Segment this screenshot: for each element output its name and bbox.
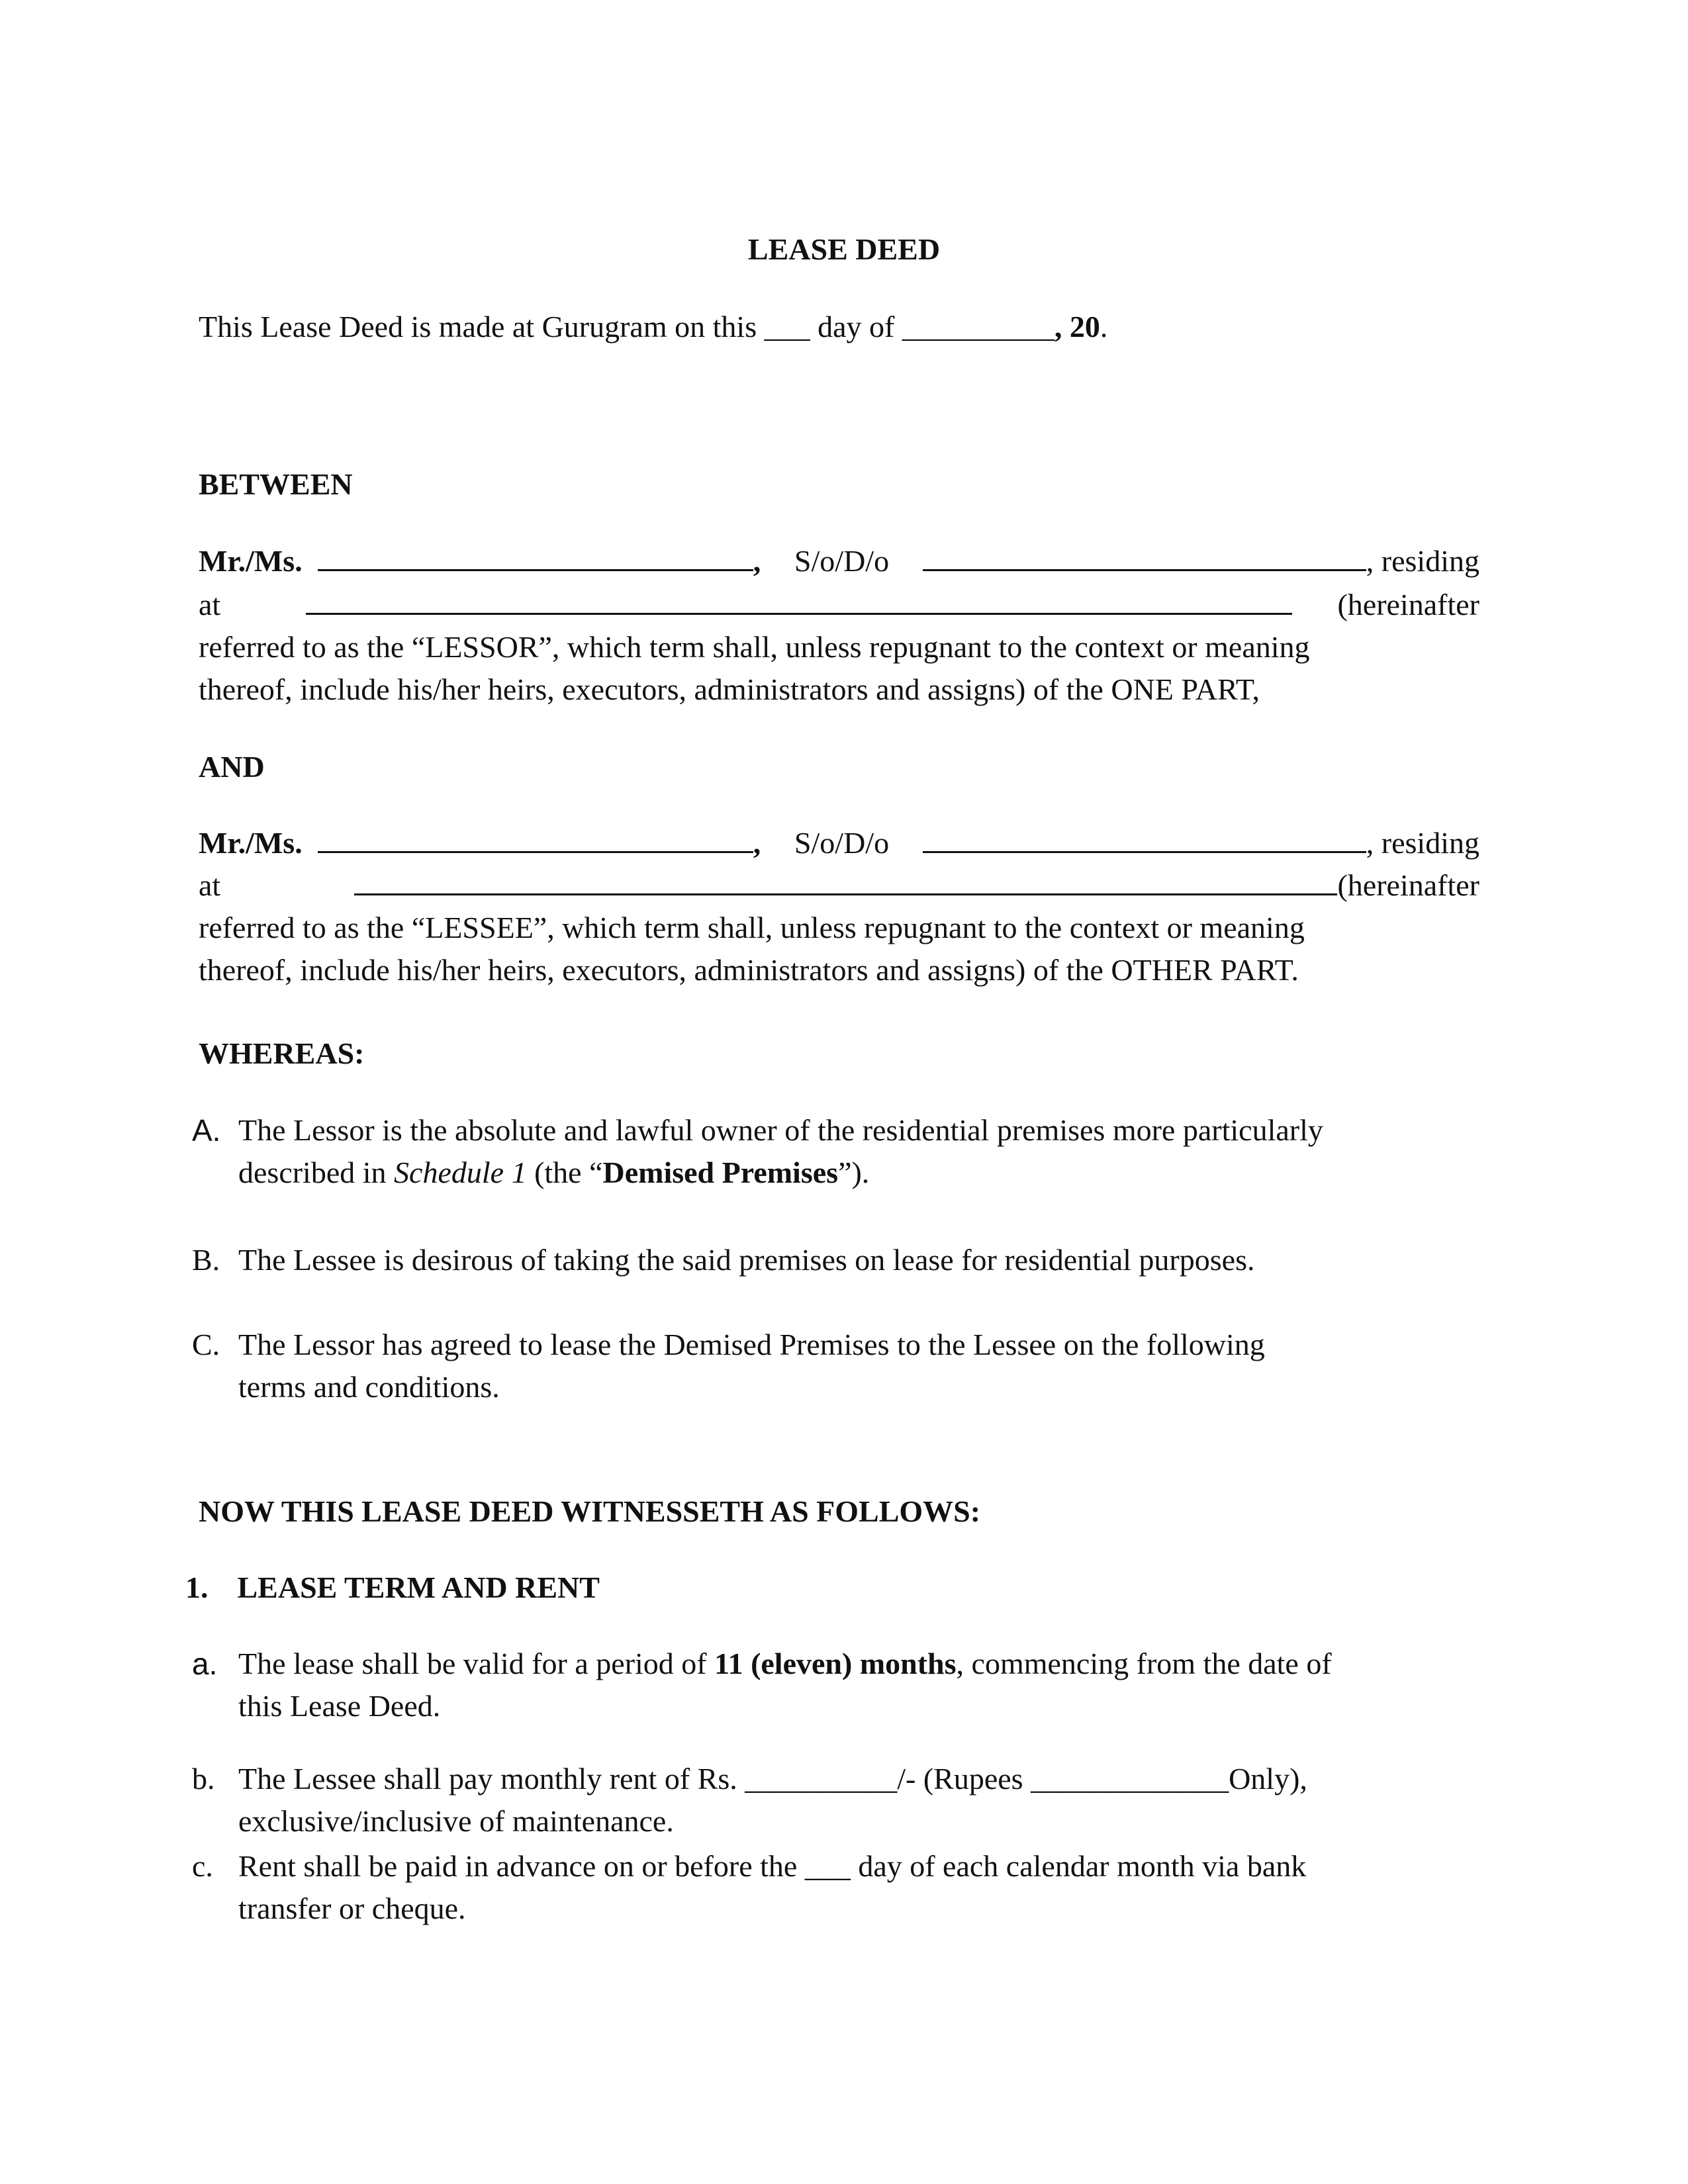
clause-1b-line-1 xyxy=(238,1758,1479,1800)
recital-a-text-mid: (the “ xyxy=(526,1156,603,1189)
recital-b-text: The Lessee is desirous of taking the said premises on lease for residential purposes. xyxy=(238,1243,1255,1277)
lessee-at: at xyxy=(199,868,221,902)
lessee-line-3: referred to as the “LESSEE”, which term shall, unless repugnant to the context or meaning xyxy=(199,911,1305,944)
lease-period: 11 (eleven) months xyxy=(714,1647,957,1680)
lessee-parent-blank xyxy=(923,822,1366,853)
recital-c-label: C. xyxy=(192,1328,220,1361)
lessee-residing: , residing xyxy=(1366,826,1479,860)
clause-1c-line-1 xyxy=(238,1845,1479,1888)
demised-premises-term: Demised Premises xyxy=(602,1156,839,1189)
clause-1c-line-2: transfer or cheque. xyxy=(238,1891,466,1925)
recital-a-text-end: ”). xyxy=(838,1156,870,1189)
lessee-line-4: thereof, include his/her heirs, executors, administrators and assigns) of the OTHER PART. xyxy=(199,953,1299,987)
lessor-sodo: S/o/D/o xyxy=(794,544,890,578)
recital-a xyxy=(192,1109,1479,1194)
section-1-number: 1. xyxy=(185,1570,209,1604)
clause-1b-text-mid: /- (Rupees xyxy=(897,1762,1031,1796)
lessor-line-2 xyxy=(199,584,1479,626)
recital-a-text: described in xyxy=(238,1156,395,1189)
lessee-hereinafter: (hereinafter xyxy=(1337,868,1479,902)
lessee-line-1 xyxy=(199,822,1479,864)
lessee-address-blank xyxy=(354,864,1337,895)
clause-1a-text: The lease shall be valid for a period of xyxy=(238,1647,715,1680)
lessor-hereinafter: (hereinafter xyxy=(1337,588,1479,621)
clause-1c-text-end: day of each calendar month via bank xyxy=(850,1849,1307,1883)
recital-a-label: A. xyxy=(192,1113,221,1148)
lessor-address-blank xyxy=(306,584,1292,615)
clause-1b-text-end: Only), xyxy=(1229,1762,1307,1796)
lessee-sodo: S/o/D/o xyxy=(794,826,890,860)
clause-1c-text: Rent shall be paid in advance on or before the xyxy=(238,1849,805,1883)
clause-1a xyxy=(192,1643,1479,1727)
rent-amount-blank: __________ xyxy=(745,1762,898,1796)
lessee-prefix: Mr./Ms. xyxy=(199,826,303,860)
recital-b-label: B. xyxy=(192,1243,220,1277)
day-blank: ___ xyxy=(764,310,810,343)
lessee-name-blank xyxy=(318,822,753,853)
intro-text-2: day of xyxy=(810,310,902,343)
lessor-parent-blank xyxy=(923,540,1366,571)
intro-period: . xyxy=(1100,310,1108,343)
recital-c-line-2: terms and conditions. xyxy=(238,1370,500,1404)
between-heading: BETWEEN xyxy=(199,467,353,501)
recital-c xyxy=(192,1324,1479,1408)
witnesseth-heading: NOW THIS LEASE DEED WITNESSETH AS FOLLOWS: xyxy=(199,1494,981,1528)
clause-1b xyxy=(192,1758,1479,1843)
lessor-line-1 xyxy=(199,540,1479,582)
intro-text-1: This Lease Deed is made at Gurugram on this xyxy=(199,310,765,343)
lessor-name-comma: , xyxy=(753,544,761,578)
year-prefix: , 20 xyxy=(1054,310,1100,343)
whereas-heading: WHEREAS: xyxy=(199,1036,365,1070)
clause-1a-label: a. xyxy=(192,1647,218,1681)
rent-words-blank: _____________ xyxy=(1031,1762,1229,1796)
section-1-title: LEASE TERM AND RENT xyxy=(237,1570,600,1604)
lessee-name-comma: , xyxy=(753,826,761,860)
document-title: LEASE DEED xyxy=(747,232,941,266)
recital-c-line-1: The Lessor has agreed to lease the Demised Premises to the Lessee on the following xyxy=(238,1328,1265,1361)
clause-1a-line-2: this Lease Deed. xyxy=(238,1689,441,1723)
schedule-reference: Schedule 1 xyxy=(394,1156,527,1189)
clause-1b-label: b. xyxy=(192,1762,215,1796)
clause-1b-line-2: exclusive/inclusive of maintenance. xyxy=(238,1804,674,1838)
month-blank: __________ xyxy=(902,310,1055,343)
clause-1a-line-1 xyxy=(238,1643,1479,1685)
lessor-at: at xyxy=(199,588,221,621)
recital-a-line-1: The Lessor is the absolute and lawful owner of the residential premises more particularly xyxy=(238,1113,1323,1147)
recital-a-line-2 xyxy=(238,1152,1479,1194)
lessee-line-2 xyxy=(199,864,1479,907)
lessor-prefix: Mr./Ms. xyxy=(199,544,303,578)
clause-1c xyxy=(192,1845,1479,1930)
intro-paragraph xyxy=(199,306,1479,348)
lessor-line-3: referred to as the “LESSOR”, which term shall, unless repugnant to the context or meaning xyxy=(199,630,1310,664)
section-1-heading xyxy=(185,1567,1466,1609)
recital-b xyxy=(192,1239,1479,1281)
lessor-residing: , residing xyxy=(1366,544,1479,578)
clause-1a-text-end: , commencing from the date of xyxy=(956,1647,1332,1680)
and-heading: AND xyxy=(199,750,265,784)
lessor-name-blank xyxy=(318,540,753,571)
rent-day-blank: ___ xyxy=(804,1849,851,1883)
clause-1c-label: c. xyxy=(192,1849,213,1883)
clause-1b-text: The Lessee shall pay monthly rent of Rs. xyxy=(238,1762,745,1796)
lessor-line-4: thereof, include his/her heirs, executors, administrators and assigns) of the ONE PART, xyxy=(199,672,1260,706)
